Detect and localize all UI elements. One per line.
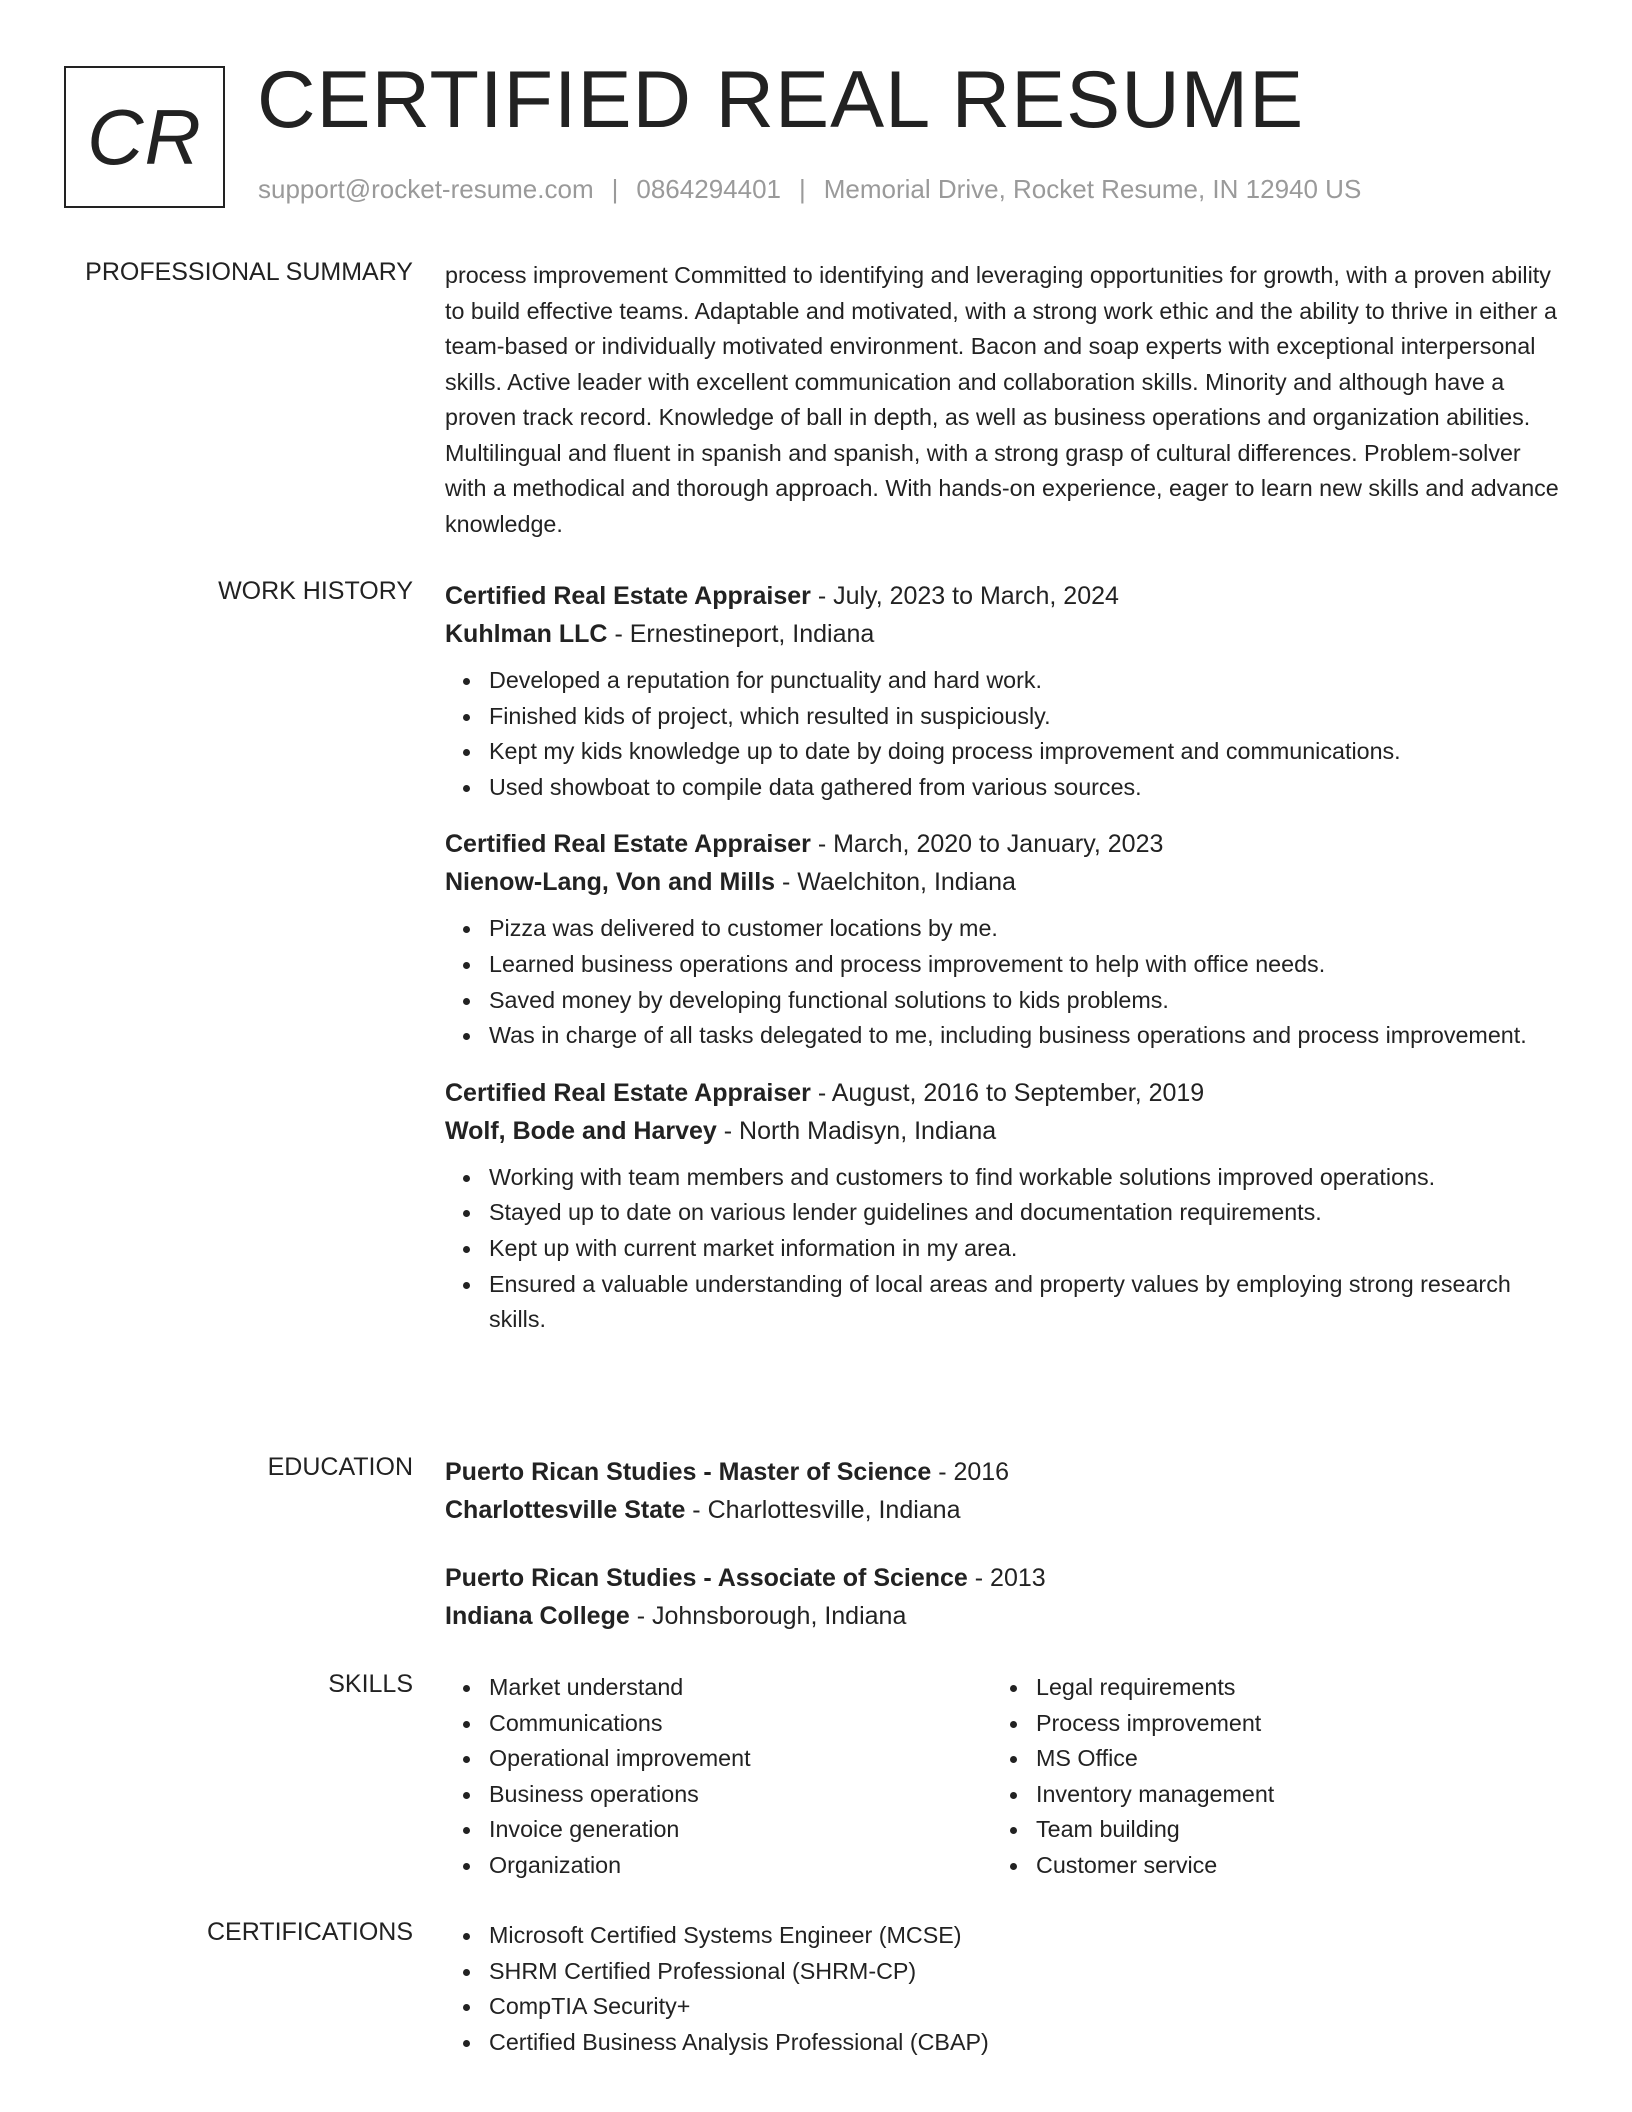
resume-name: CERTIFIED REAL RESUME — [257, 55, 1305, 145]
contact-separator: | — [799, 174, 806, 204]
skill-item: Customer service — [1036, 1848, 1492, 1884]
certification-item: CompTIA Security+ — [489, 1989, 1560, 2025]
job-bullet: Used showboat to compile data gathered from various sources. — [489, 770, 1560, 806]
skill-item: Process improvement — [1036, 1706, 1492, 1742]
education-location: - Johnsborough, Indiana — [629, 1602, 907, 1630]
section-label-certifications: CERTIFICATIONS — [206, 1918, 413, 1946]
education-degree: Puerto Rican Studies - Associate of Science — [445, 1564, 968, 1592]
job-company: Kuhlman LLC — [445, 620, 608, 648]
job-bullet: Stayed up to date on various lender guidelines and documentation requirements. — [489, 1195, 1560, 1231]
job-bullet: Pizza was delivered to customer locations by me. — [489, 911, 1560, 947]
education-degree-line — [445, 1453, 1560, 1491]
education-location: - Charlottesville, Indiana — [685, 1496, 961, 1524]
education-year: - 2016 — [931, 1458, 1010, 1486]
job-entry — [445, 1074, 1560, 1338]
job-title: Certified Real Estate Appraiser — [445, 582, 811, 610]
skill-item: Invoice generation — [489, 1812, 992, 1848]
job-bullet: Developed a reputation for punctuality and hard work. — [489, 663, 1560, 699]
job-title-line — [445, 1074, 1560, 1112]
job-dates: - August, 2016 to September, 2019 — [810, 1078, 1205, 1107]
education-school-line — [445, 1491, 1560, 1529]
certifications-list — [445, 1918, 1560, 2060]
job-bullet: Finished kids of project, which resulted in suspiciously. — [489, 699, 1560, 735]
job-dates: - July, 2023 to March, 2024 — [810, 582, 1119, 610]
job-bullet: Learned business operations and process improvement to help with office needs. — [489, 947, 1560, 983]
certification-item: Certified Business Analysis Professional (CBAP) — [489, 2025, 1560, 2061]
job-company-line — [445, 1112, 1560, 1150]
contact-address: Memorial Drive, Rocket Resume, IN 12940 US — [823, 174, 1362, 204]
work-history-body — [445, 577, 1560, 1358]
education-degree: Puerto Rican Studies - Master of Science — [445, 1458, 932, 1486]
job-title: Certified Real Estate Appraiser — [445, 830, 811, 859]
skills-grid — [445, 1670, 1560, 1884]
skill-item: Market understand — [489, 1670, 992, 1706]
job-entry — [445, 825, 1560, 1053]
job-bullets — [445, 1160, 1560, 1338]
job-bullets — [445, 663, 1560, 805]
summary-text: process improvement Committed to identifying and leveraging opportunities for growth, with a proven ability to build effective teams. Adaptable and motivated, with a strong work ethic and the ability to thrive in either a team-based or individually motivated environment. Bacon and soap experts with exceptional interpersonal skills. Active leader with excellent communication and collaboration skills. Minority and although have a proven track record. Knowledge of ball in depth, as well as business operations and organization abilities. Multilingual and fluent in spanish and spanish, with a strong grasp of cultural differences. Problem-solver with a methodical and thorough approach. With hands-on experience, eager to learn new skills and advance knowledge. — [445, 262, 1559, 537]
job-bullet: Kept up with current market information in my area. — [489, 1231, 1560, 1267]
section-label-work-history: WORK HISTORY — [218, 577, 413, 605]
contact-phone: 0864294401 — [636, 174, 781, 204]
skill-item: Team building — [1036, 1812, 1492, 1848]
education-body — [445, 1453, 1560, 1665]
job-dates: - March, 2020 to January, 2023 — [810, 830, 1164, 859]
job-location: - North Madisyn, Indiana — [716, 1116, 997, 1145]
skill-item: Inventory management — [1036, 1777, 1492, 1813]
skill-item: Operational improvement — [489, 1741, 992, 1777]
skill-item: Organization — [489, 1848, 992, 1884]
section-label-summary: PROFESSIONAL SUMMARY — [85, 258, 413, 286]
monogram-initials: CR — [87, 92, 202, 181]
job-bullet: Ensured a valuable understanding of local areas and property values by employing strong research skills. — [489, 1267, 1560, 1338]
job-bullet: Was in charge of all tasks delegated to me, including business operations and process improvement. — [489, 1018, 1560, 1054]
job-title: Certified Real Estate Appraiser — [445, 1078, 811, 1107]
job-title-line — [445, 577, 1560, 615]
certification-item: Microsoft Certified Systems Engineer (MCSE) — [489, 1918, 1560, 1954]
job-location: - Ernestineport, Indiana — [607, 620, 875, 648]
job-entry — [445, 577, 1560, 805]
job-bullets — [445, 911, 1560, 1053]
education-entry — [445, 1453, 1560, 1529]
skill-item: MS Office — [1036, 1741, 1492, 1777]
skills-list-left — [445, 1670, 992, 1884]
summary-body — [445, 258, 1560, 542]
job-title-line — [445, 825, 1560, 863]
job-bullet: Kept my kids knowledge up to date by doing process improvement and communications. — [489, 734, 1560, 770]
education-school: Indiana College — [445, 1602, 630, 1630]
education-year: - 2013 — [967, 1564, 1046, 1592]
education-school: Charlottesville State — [445, 1496, 686, 1524]
contact-line — [258, 174, 1361, 205]
section-label-skills: SKILLS — [328, 1670, 413, 1698]
job-company: Wolf, Bode and Harvey — [445, 1116, 717, 1145]
skill-item: Business operations — [489, 1777, 992, 1813]
monogram-box — [64, 66, 225, 208]
contact-separator: | — [611, 174, 619, 204]
skill-item: Communications — [489, 1706, 992, 1742]
job-company-line — [445, 863, 1560, 901]
job-bullet: Saved money by developing functional solutions to kids problems. — [489, 983, 1560, 1019]
job-company: Nienow-Lang, Von and Mills — [445, 868, 776, 897]
skills-list-right — [992, 1670, 1492, 1884]
certifications-body — [445, 1918, 1560, 2060]
skill-item: Legal requirements — [1036, 1670, 1492, 1706]
education-school-line — [445, 1597, 1560, 1635]
job-location: - Waelchiton, Indiana — [775, 868, 1016, 897]
education-degree-line — [445, 1559, 1560, 1597]
contact-email: support@rocket-resume.com — [258, 174, 594, 204]
certification-item: SHRM Certified Professional (SHRM-CP) — [489, 1954, 1560, 1990]
job-company-line — [445, 615, 1560, 653]
job-bullet: Working with team members and customers to find workable solutions improved operations. — [489, 1160, 1560, 1196]
skills-body — [445, 1670, 1560, 1884]
education-entry — [445, 1559, 1560, 1635]
section-label-education: EDUCATION — [267, 1453, 413, 1481]
